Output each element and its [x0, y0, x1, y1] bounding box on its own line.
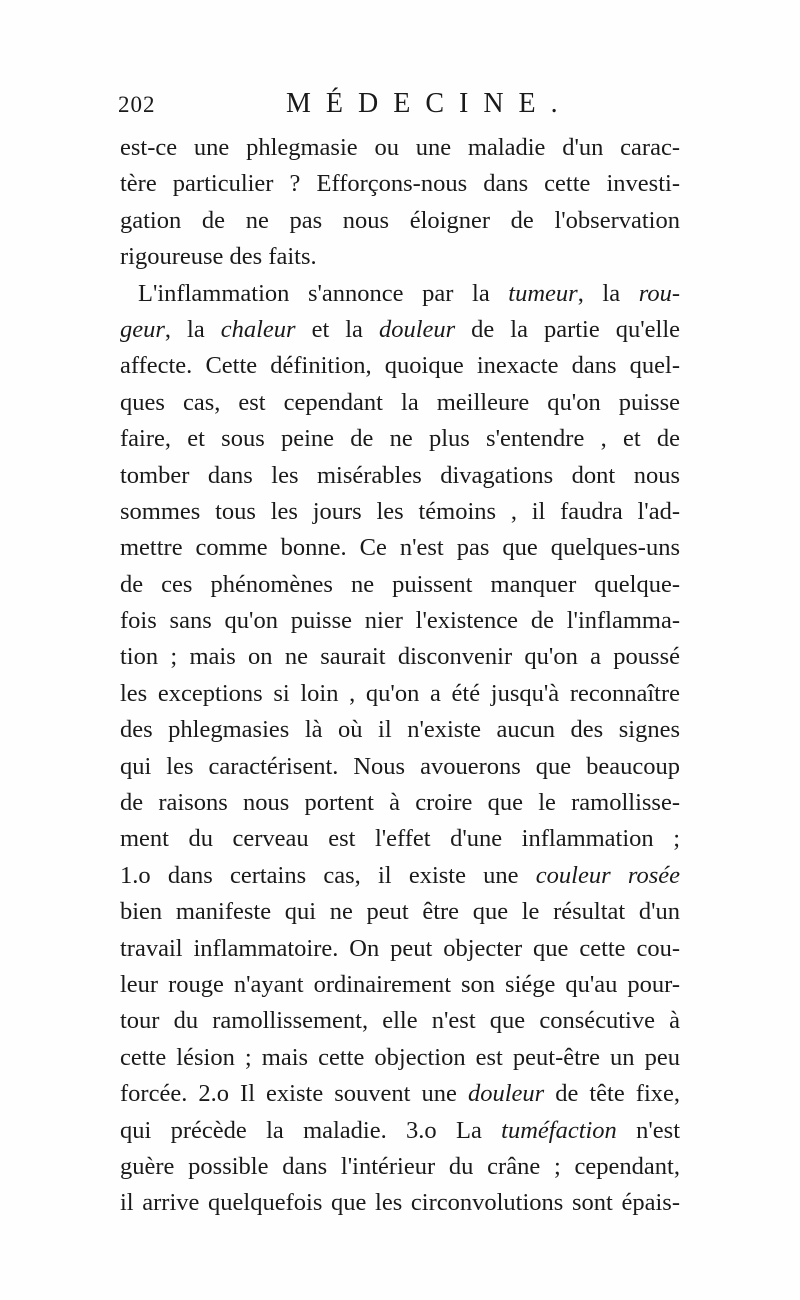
text-line: [120, 239, 680, 275]
text-run: L'inflammation s'annonce par la: [138, 279, 509, 307]
text-run: il arrive quelquefois que les circonvolutions sont épais-: [120, 1189, 680, 1217]
text-line: [120, 494, 680, 530]
text-run: tère particulier ? Efforçons-nous dans cette investi-: [120, 170, 680, 198]
text-run: cette lésion ; mais cette objection est peut-être un peu: [120, 1043, 680, 1071]
text-run: faire, et sous peine de ne plus s'entendre , et de: [120, 425, 680, 453]
text-run: qui les caractérisent. Nous avouerons que beaucoup: [120, 752, 680, 780]
running-head: [118, 88, 688, 126]
text-line: [120, 858, 680, 894]
italic-term: tuméfaction: [501, 1116, 617, 1144]
italic-term: douleur: [378, 315, 456, 343]
italic-term: geur: [120, 315, 165, 343]
italic-term: douleur: [467, 1080, 545, 1108]
running-title: MÉDECINE.: [286, 88, 573, 119]
text-run: affecte. Cette définition, quoique inexacte dans quel-: [120, 352, 680, 380]
text-line: [120, 1149, 680, 1185]
text-run: tion ; mais on ne saurait disconvenir qu'on a poussé: [120, 643, 680, 671]
text-run: de la partie qu'elle: [455, 315, 680, 343]
text-run: travail inflammatoire. On peut objecter que cette cou-: [120, 934, 680, 962]
text-line: [120, 166, 680, 202]
text-run: forcée. 2.o Il existe souvent une: [120, 1080, 468, 1108]
text-line: [120, 676, 680, 712]
text-line: [120, 530, 680, 566]
text-line: [120, 130, 680, 166]
text-line: [120, 639, 680, 675]
text-run: de raisons nous portent à croire que le ramollisse-: [120, 789, 680, 817]
text-line: [120, 458, 680, 494]
text-run: 1.o dans certains cas, il existe une: [120, 861, 536, 889]
text-run: bien manifeste qui ne peut être que le résultat d'un: [120, 898, 680, 926]
text-run: rigoureuse des faits.: [120, 243, 317, 271]
text-line: [120, 1003, 680, 1039]
text-run: des phlegmasies là où il n'existe aucun des signes: [120, 716, 680, 744]
text-run: , la: [164, 315, 221, 343]
text-run: gation de ne pas nous éloigner de l'observation: [120, 206, 680, 234]
text-run: et la: [295, 315, 379, 343]
text-line: [120, 894, 680, 930]
italic-term: rou-: [638, 279, 680, 307]
text-line: [120, 1076, 680, 1112]
page-number: 202: [118, 92, 156, 117]
text-run: , la: [577, 279, 639, 307]
text-run: mettre comme bonne. Ce n'est pas que quelques-uns: [120, 534, 680, 562]
text-run: tour du ramollissement, elle n'est que consécutive à: [120, 1007, 680, 1035]
text-run: ment du cerveau est l'effet d'une inflammation ;: [120, 825, 680, 853]
text-run: ques cas, est cependant la meilleure qu'on puisse: [120, 388, 680, 416]
text-line: [120, 749, 680, 785]
text-run: tomber dans les misérables divagations dont nous: [120, 461, 680, 489]
text-line: [120, 348, 680, 384]
text-line: [120, 603, 680, 639]
text-run: qui précède la maladie. 3.o La: [120, 1116, 502, 1144]
text-line: [120, 821, 680, 857]
text-line: [120, 785, 680, 821]
body-text: [120, 130, 680, 1222]
text-line: [120, 385, 680, 421]
text-run: guère possible dans l'intérieur du crâne ; cependant,: [120, 1152, 680, 1180]
text-line: [120, 1113, 680, 1149]
text-line: [120, 421, 680, 457]
text-line: [120, 712, 680, 748]
text-run: est-ce une phlegmasie ou une maladie d'un carac-: [120, 134, 680, 161]
text-run: fois sans qu'on puisse nier l'existence de l'inflamma-: [120, 607, 680, 635]
text-line: [120, 203, 680, 239]
text-run: sommes tous les jours les témoins , il faudra l'ad-: [120, 497, 680, 525]
text-line: [120, 1185, 680, 1221]
text-line: [120, 276, 680, 312]
text-run: les exceptions si loin , qu'on a été jusqu'à reconnaître: [120, 679, 680, 707]
text-run: de tête fixe,: [544, 1080, 680, 1108]
italic-term: tumeur: [508, 279, 578, 307]
text-line: [120, 967, 680, 1003]
text-line: [120, 931, 680, 967]
italic-term: couleur rosée: [535, 861, 680, 889]
text-run: n'est: [616, 1116, 680, 1144]
italic-term: chaleur: [220, 315, 296, 343]
text-line: [120, 1040, 680, 1076]
text-run: de ces phénomènes ne puissent manquer quelque-: [120, 570, 680, 598]
text-line: [120, 312, 680, 348]
text-line: [120, 567, 680, 603]
text-run: leur rouge n'ayant ordinairement son siége qu'au pour-: [120, 970, 680, 998]
